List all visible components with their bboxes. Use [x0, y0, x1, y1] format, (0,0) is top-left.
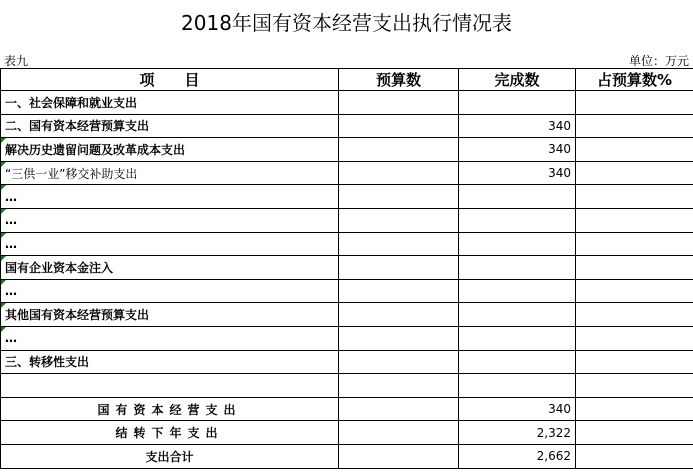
row-item: [1, 374, 339, 398]
table-row: [1, 421, 693, 445]
row-done: 340: [459, 138, 576, 162]
row-pct: [576, 444, 693, 468]
header-budget: 预算数: [339, 69, 459, 91]
row-budget: [339, 421, 459, 445]
row-done: 2,322: [459, 421, 576, 445]
row-budget: [339, 374, 459, 398]
row-pct: [576, 114, 693, 138]
row-item: 结转下年支出: [1, 421, 339, 445]
table-row: [1, 91, 693, 115]
cell-marker-icon: [1, 138, 6, 143]
row-done: [459, 208, 576, 232]
table-row: [1, 256, 693, 280]
table-row: [1, 444, 693, 468]
row-budget: [339, 114, 459, 138]
row-pct: [576, 185, 693, 209]
row-done: [459, 374, 576, 398]
table-row: [1, 208, 693, 232]
cell-marker-icon: [1, 303, 6, 308]
row-pct: [576, 208, 693, 232]
row-pct: [576, 232, 693, 256]
table-row: [1, 279, 693, 303]
row-done: [459, 279, 576, 303]
row-budget: [339, 232, 459, 256]
row-item: 一、社会保障和就业支出: [1, 91, 339, 115]
row-budget: [339, 279, 459, 303]
row-pct: [576, 374, 693, 398]
row-item: 国有企业资本金注入: [1, 256, 339, 280]
row-budget: [339, 444, 459, 468]
row-pct: [576, 397, 693, 421]
row-budget: [339, 256, 459, 280]
table-row: [1, 397, 693, 421]
row-pct: [576, 421, 693, 445]
table-row: [1, 374, 693, 398]
row-budget: [339, 303, 459, 327]
row-item: …: [1, 279, 339, 303]
row-done: [459, 232, 576, 256]
table-row: [1, 232, 693, 256]
row-item: …: [1, 232, 339, 256]
row-pct: [576, 326, 693, 350]
row-done: [459, 303, 576, 327]
row-done: [459, 350, 576, 374]
row-pct: [576, 138, 693, 162]
row-budget: [339, 161, 459, 185]
row-pct: [576, 256, 693, 280]
row-item: …: [1, 185, 339, 209]
row-budget: [339, 326, 459, 350]
table-row: [1, 185, 693, 209]
cell-marker-icon: [1, 256, 6, 261]
expenditure-table: [0, 68, 693, 469]
row-budget: [339, 208, 459, 232]
row-item: 支出合计: [1, 444, 339, 468]
row-pct: [576, 161, 693, 185]
header-done: 完成数: [459, 69, 576, 91]
header-item: 项 目: [1, 69, 339, 91]
table-row: [1, 114, 693, 138]
row-budget: [339, 397, 459, 421]
row-done: 340: [459, 161, 576, 185]
table-label: 表九: [4, 54, 29, 68]
row-item: 三、转移性支出: [1, 350, 339, 374]
row-pct: [576, 91, 693, 115]
table-row: [1, 326, 693, 350]
row-budget: [339, 91, 459, 115]
row-item: …: [1, 208, 339, 232]
row-done: [459, 185, 576, 209]
row-done: [459, 256, 576, 280]
unit-label: 单位：万元: [628, 54, 689, 68]
table-row: [1, 303, 693, 327]
row-done: 340: [459, 114, 576, 138]
table-row: [1, 350, 693, 374]
row-budget: [339, 185, 459, 209]
table-header-row: [1, 69, 693, 91]
row-budget: [339, 138, 459, 162]
row-item: “三供一业”移交补助支出: [1, 161, 339, 185]
row-done: 2,662: [459, 444, 576, 468]
cell-marker-icon: [1, 162, 6, 167]
cell-marker-icon: [1, 209, 6, 214]
table-row: [1, 138, 693, 162]
row-done: [459, 91, 576, 115]
row-item: 二、国有资本经营预算支出: [1, 114, 339, 138]
cell-marker-icon: [1, 233, 6, 238]
row-item: 国有资本经营支出: [1, 397, 339, 421]
row-item: 解决历史遗留问题及改革成本支出: [1, 138, 339, 162]
row-item: …: [1, 326, 339, 350]
row-budget: [339, 350, 459, 374]
page-title: 2018年国有资本经营支出执行情况表: [181, 11, 512, 35]
table-row: [1, 161, 693, 185]
row-pct: [576, 350, 693, 374]
row-pct: [576, 279, 693, 303]
row-item: 其他国有资本经营预算支出: [1, 303, 339, 327]
row-pct: [576, 303, 693, 327]
cell-marker-icon: [1, 327, 6, 332]
row-done: 340: [459, 397, 576, 421]
cell-marker-icon: [1, 280, 6, 285]
row-done: [459, 326, 576, 350]
cell-marker-icon: [1, 185, 6, 190]
header-pct: 占预算数%: [576, 69, 693, 91]
